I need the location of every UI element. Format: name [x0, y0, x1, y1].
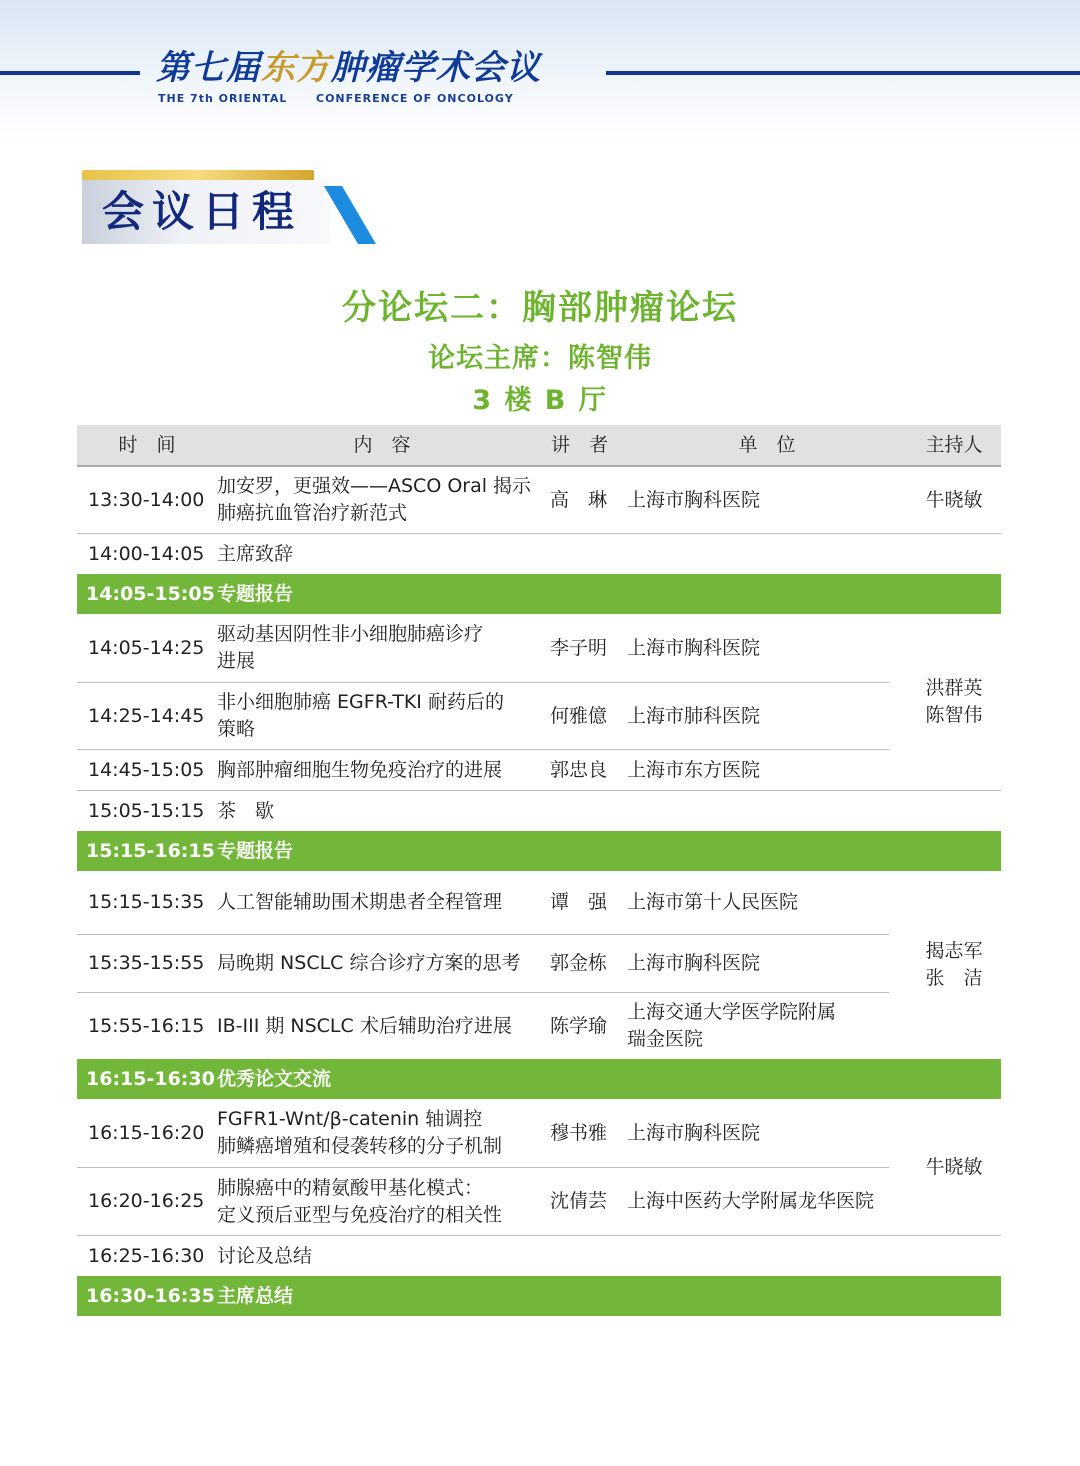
section-bar-time: 15:15-16:15 — [86, 840, 215, 862]
row-topic — [217, 683, 547, 749]
row-topic — [217, 614, 547, 682]
conference-logo — [156, 46, 541, 90]
row-time: 14:25-14:45 — [88, 704, 205, 727]
row-topic: 胸部肿瘤细胞生物免疫治疗的进展 — [217, 758, 503, 781]
badge-slash-icon — [322, 184, 382, 246]
row-time: 15:05-15:15 — [88, 799, 205, 822]
topic-line: 进展 — [217, 650, 256, 672]
row-topic: 主席致辞 — [217, 542, 294, 565]
row-speaker: 郭忠良 — [550, 758, 608, 781]
topic-line: 肺癌抗血管治疗新范式 — [217, 502, 408, 524]
forum-chair: 论坛主席：陈智伟 — [428, 343, 652, 374]
forum-title: 分论坛二：胸部肿瘤论坛 — [342, 288, 738, 328]
header-org: 单 位 — [738, 434, 796, 456]
row-topic — [217, 1099, 547, 1167]
topic-line: 策略 — [217, 718, 256, 740]
row-speaker: 高 琳 — [550, 488, 608, 511]
section-bar-label: 专题报告 — [217, 583, 294, 605]
forum-room: 3 楼 B 厅 — [472, 385, 608, 416]
header-rule-left — [0, 71, 140, 75]
section-bar-label: 专题报告 — [217, 840, 294, 862]
row-topic: 茶 歇 — [217, 799, 275, 822]
host-name: 揭志军 — [925, 940, 983, 962]
schedule-table — [77, 425, 1001, 1317]
section-bar-time: 16:15-16:30 — [86, 1068, 215, 1090]
org-line: 瑞金医院 — [627, 1028, 704, 1050]
row-time: 15:55-16:15 — [88, 1014, 205, 1037]
row-org: 上海市胸科医院 — [627, 1121, 761, 1144]
org-line: 上海交通大学医学院附属 — [627, 1001, 837, 1023]
row-time: 15:15-15:35 — [88, 891, 205, 913]
host-name: 洪群英 — [925, 677, 983, 699]
row-topic: 局晚期 NSCLC 综合诊疗方案的思考 — [217, 952, 521, 974]
topic-line: 肺腺癌中的精氨酸甲基化模式： — [217, 1176, 484, 1199]
row-org — [627, 993, 907, 1059]
header-topic: 内 容 — [353, 434, 411, 456]
row-org: 上海市胸科医院 — [627, 488, 761, 511]
host-name: 陈智伟 — [925, 704, 983, 726]
host-group — [907, 871, 1001, 1059]
row-speaker: 郭金栋 — [550, 952, 608, 974]
host-group — [907, 614, 1001, 790]
topic-line: 非小细胞肺癌 EGFR-TKI 耐药后的 — [217, 691, 504, 713]
row-time: 15:35-15:55 — [88, 952, 205, 974]
row-time: 14:45-15:05 — [88, 758, 205, 781]
row-host: 牛晓敏 — [925, 488, 983, 511]
row-org: 上海市肺科医院 — [627, 704, 761, 727]
row-time: 16:25-16:30 — [88, 1244, 205, 1267]
section-bar — [77, 1059, 1001, 1099]
row-time: 16:15-16:20 — [88, 1121, 205, 1144]
section-bar-time: 14:05-15:05 — [86, 583, 215, 605]
topic-line: 定义预后亚型与免疫治疗的相关性 — [217, 1203, 503, 1226]
topic-line: 驱动基因阴性非小细胞肺癌诊疗 — [217, 623, 484, 645]
header-speaker: 讲 者 — [550, 434, 608, 456]
row-time: 14:05-14:25 — [88, 636, 205, 659]
row-org: 上海市东方医院 — [627, 758, 761, 781]
header-rule-right — [606, 71, 1080, 75]
row-org: 上海市第十人民医院 — [627, 891, 799, 913]
header-time: 时 间 — [118, 434, 176, 456]
logo-text-gold: 东方 — [261, 48, 331, 88]
row-speaker: 谭 强 — [550, 891, 608, 913]
section-bar — [77, 831, 1001, 871]
topic-line: 加安罗，更强效——ASCO Oral 揭示 — [217, 475, 532, 497]
row-org: 上海市胸科医院 — [627, 636, 761, 659]
row-topic — [217, 467, 547, 533]
row-topic: IB-III 期 NSCLC 术后辅助治疗进展 — [217, 1014, 512, 1037]
host-name: 张 洁 — [925, 967, 983, 989]
section-bar-label: 优秀论文交流 — [217, 1068, 332, 1090]
row-speaker: 沈倩芸 — [550, 1190, 608, 1212]
section-bar-time: 16:30-16:35 — [86, 1285, 215, 1307]
logo-text-1: 第七届 — [156, 48, 261, 88]
row-topic: 讨论及总结 — [217, 1244, 313, 1267]
row-speaker: 何雅億 — [550, 704, 608, 727]
row-speaker: 李子明 — [550, 636, 608, 659]
row-speaker: 穆书雅 — [550, 1121, 608, 1144]
section-bar-label: 主席总结 — [217, 1285, 294, 1307]
logo-text-2: 肿瘤学术会议 — [331, 48, 541, 88]
row-topic — [217, 1168, 547, 1235]
row-time: 14:00-14:05 — [88, 542, 205, 565]
table-header — [77, 425, 1001, 467]
section-bar — [77, 1276, 1001, 1316]
row-speaker: 陈学瑜 — [550, 1014, 608, 1037]
topic-line: 肺鳞癌增殖和侵袭转移的分子机制 — [217, 1135, 503, 1157]
header-host: 主持人 — [925, 434, 983, 456]
row-time: 16:20-16:25 — [88, 1190, 205, 1212]
row-time: 13:30-14:00 — [88, 488, 205, 511]
logo-subtitle-right: CONFERENCE OF ONCOLOGY — [316, 92, 514, 105]
row-org: 上海市胸科医院 — [627, 952, 761, 974]
row-org: 上海中医药大学附属龙华医院 — [627, 1190, 875, 1212]
topic-line: FGFR1-Wnt/β-catenin 轴调控 — [217, 1108, 483, 1130]
host-group: 牛晓敏 — [925, 1155, 983, 1178]
section-bar — [77, 574, 1001, 614]
row-topic: 人工智能辅助围术期患者全程管理 — [217, 891, 503, 913]
logo-subtitle-left: THE 7th ORIENTAL — [158, 92, 288, 105]
section-badge — [82, 170, 382, 246]
section-title: 会议日程 — [82, 180, 330, 244]
